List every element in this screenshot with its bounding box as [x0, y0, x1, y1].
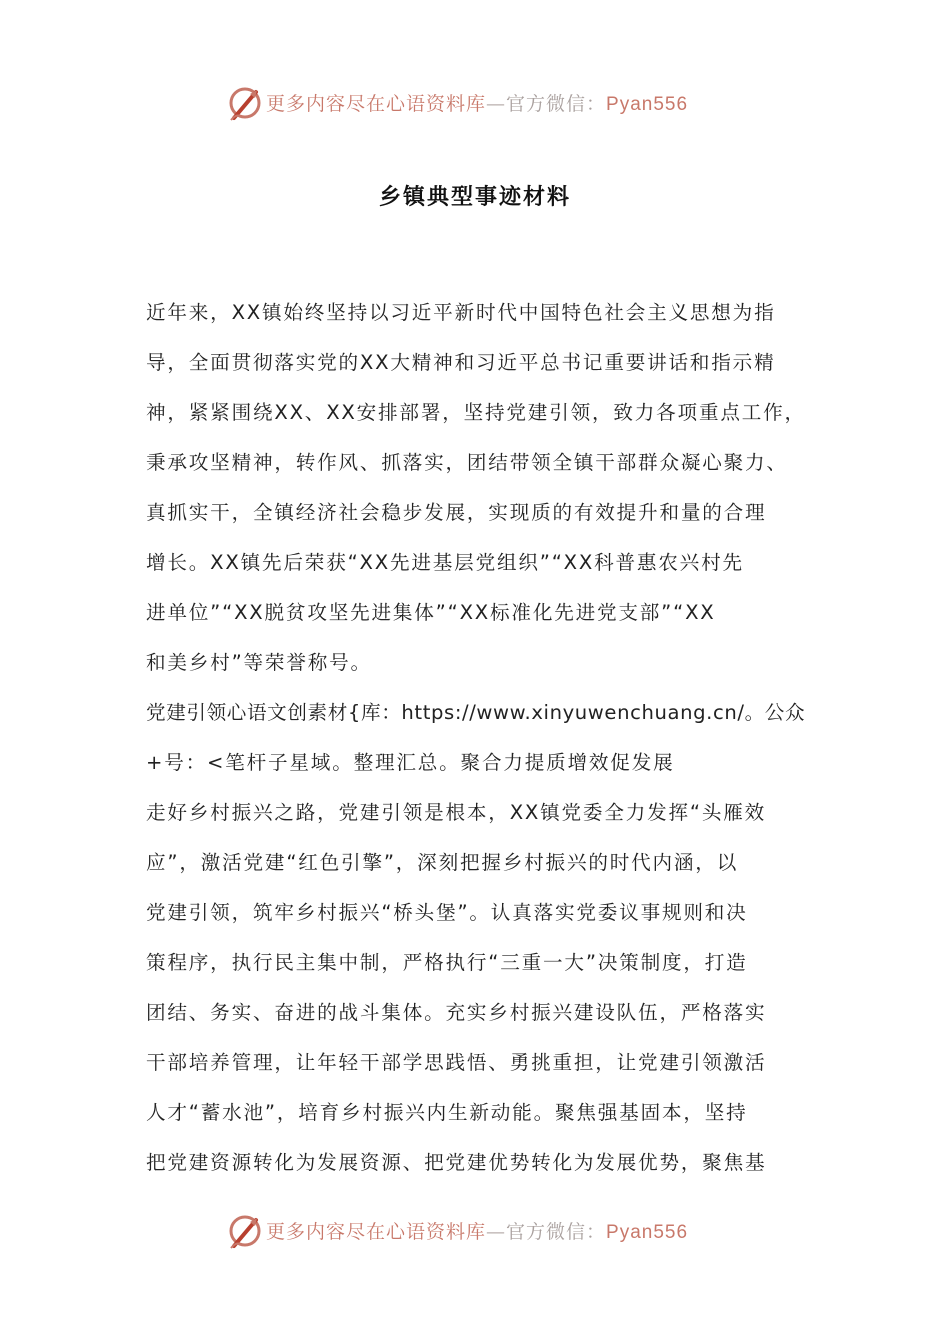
body-line: 近年来，XX镇始终坚持以习近平新时代中国特色社会主义思想为指: [146, 301, 776, 324]
body-line: 党建引领，筑牢乡村振兴“桥头堡”。认真落实党委议事规则和决: [146, 901, 748, 924]
body-line: 走好乡村振兴之路，党建引领是根本，XX镇党委全力发挥“头雁效: [146, 801, 767, 824]
banner-text: [266, 1218, 688, 1247]
body-line: 和美乡村”等荣誉称号。: [146, 651, 372, 674]
body-line: 神，紧紧围绕XX、XX安排部署，坚持党建引领，致力各项重点工作，: [146, 401, 806, 424]
body-line: 人才“蓄水池”，培育乡村振兴内生新动能。聚焦强基固本，坚持: [146, 1101, 748, 1124]
banner-title: 更多内容尽在心语资料库: [266, 1221, 487, 1243]
banner-wechat-label: 官方微信：: [506, 1221, 607, 1243]
header-banner: [0, 82, 950, 126]
body-line: 增长。XX镇先后荣获“XX先进基层党组织”“XX科普惠农兴村先: [146, 551, 744, 574]
body-line: 把党建资源转化为发展资源、把党建优势转化为发展优势，聚焦基: [146, 1151, 767, 1174]
body-line-source-note: 党建引领心语文创素材{库：https://www.xinyuwenchuang.cn/。公众: [146, 701, 806, 724]
body-line: 秉承攻坚精神，转作风、抓落实，团结带领全镇干部群众凝心聚力、: [146, 451, 788, 474]
body-line: 应”，激活党建“红色引擎”，深刻把握乡村振兴的时代内涵，以: [146, 851, 739, 874]
banner-wechat-id: Pyan556: [606, 94, 689, 115]
body-line: 导，全面贯彻落实党的XX大精神和习近平总书记重要讲话和指示精: [146, 351, 776, 374]
footer-banner: [0, 1210, 950, 1254]
document-body: [146, 288, 818, 1188]
banner-wechat-id: Pyan556: [606, 1222, 689, 1243]
body-line: 进单位”“XX脱贫攻坚先进集体”“XX标准化先进党支部”“XX: [146, 601, 716, 624]
pen-circle-logo-icon: [226, 84, 264, 124]
body-line: 策程序，执行民主集中制，严格执行“三重一大”决策制度，打造: [146, 951, 748, 974]
body-line: 团结、务实、奋进的战斗集体。充实乡村振兴建设队伍，严格落实: [146, 1001, 767, 1024]
banner-separator: —: [486, 1221, 507, 1243]
banner-text: [266, 90, 688, 119]
banner-separator: —: [486, 93, 507, 115]
body-line: 干部培养管理，让年轻干部学思践悟、勇挑重担，让党建引领激活: [146, 1051, 767, 1074]
banner-title: 更多内容尽在心语资料库: [266, 93, 487, 115]
body-line: +号：<笔杆子星域。整理汇总。聚合力提质增效促发展: [146, 751, 675, 774]
document-title: 乡镇典型事迹材料: [378, 185, 571, 210]
banner-wechat-label: 官方微信：: [506, 93, 607, 115]
body-line: 真抓实干，全镇经济社会稳步发展，实现质的有效提升和量的合理: [146, 501, 767, 524]
pen-circle-logo-icon: [226, 1212, 264, 1252]
